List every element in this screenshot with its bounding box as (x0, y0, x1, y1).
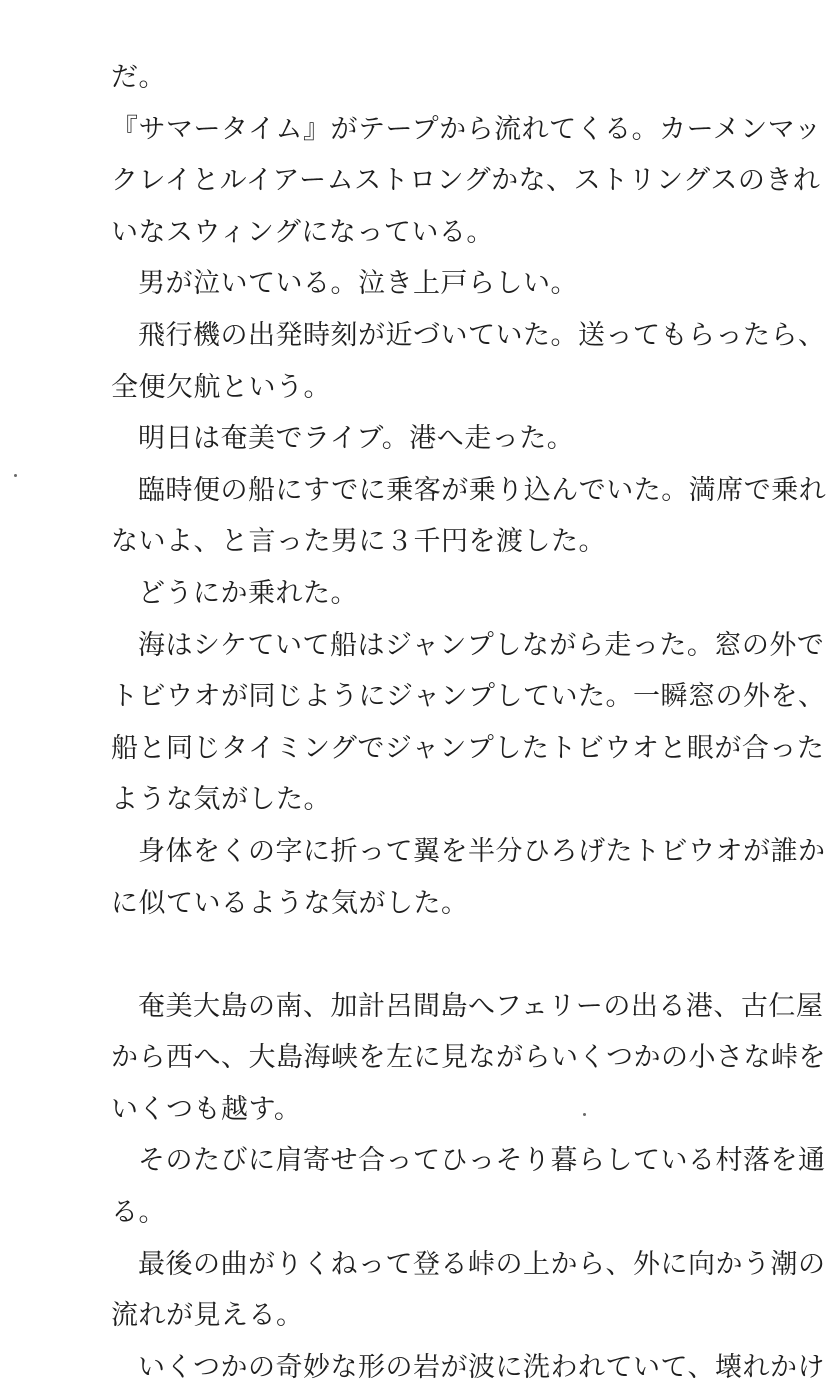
text-line: どうにか乗れた。 (138, 577, 358, 609)
scan-speck (583, 1113, 586, 1116)
text-line: に似ているような気がした。 (111, 887, 469, 919)
section-break (111, 929, 708, 981)
text-line: 船と同じタイミングでジャンプしたトビウオと眼が合った (111, 732, 825, 764)
text-line: ような気がした。 (111, 784, 331, 816)
text-line: る。 (111, 1197, 166, 1229)
scan-speck (14, 474, 17, 477)
text-line: 男が泣いている。泣き上戸らしい。 (138, 268, 578, 300)
text-line: 海はシケていて船はジャンプしながら走った。窓の外で (138, 629, 825, 661)
text-line: いなスウィングになっている。 (111, 216, 494, 248)
text-line: いくつも越す。 (111, 1093, 302, 1125)
text-line: から西へ、大島海峡を左に見ながらいくつかの小さな峠を (111, 1042, 826, 1074)
text-line: だ。 (111, 62, 166, 93)
text-line: そのたびに肩寄せ合ってひっそり暮らしている村落を通 (138, 1145, 826, 1177)
text-line: 流れが見える。 (111, 1300, 304, 1332)
text-line: いくつかの奇妙な形の岩が波に洗われていて、壊れかけ (138, 1351, 825, 1383)
text-line: 全便欠航という。 (111, 371, 331, 403)
text-line: トビウオが同じようにジャンプしていた。一瞬窓の外を、 (111, 681, 826, 713)
text-line: 『サマータイム』がテープから流れてくる。カーメンマッ (111, 113, 822, 145)
text-line: 身体をくの字に折って翼を半分ひろげたトビウオが誰か (138, 835, 826, 867)
text-line: 奄美大島の南、加計呂間島へフェリーの出る港、古仁屋 (138, 990, 824, 1022)
text-line: 明日は奄美でライブ。港へ走った。 (138, 423, 575, 455)
text-line: 最後の曲がりくねって登る峠の上から、外に向かう潮の (138, 1248, 826, 1280)
text-line: 飛行機の出発時刻が近づいていた。送ってもらったら、 (138, 319, 826, 351)
text-line: ないよ、と言った男に３千円を渡した。 (111, 526, 606, 558)
text-line: 臨時便の船にすでに乗客が乗り込んでいた。満席で乗れ (138, 474, 826, 506)
text-line: クレイとルイアームストロングかな、ストリングスのきれ (111, 165, 821, 197)
